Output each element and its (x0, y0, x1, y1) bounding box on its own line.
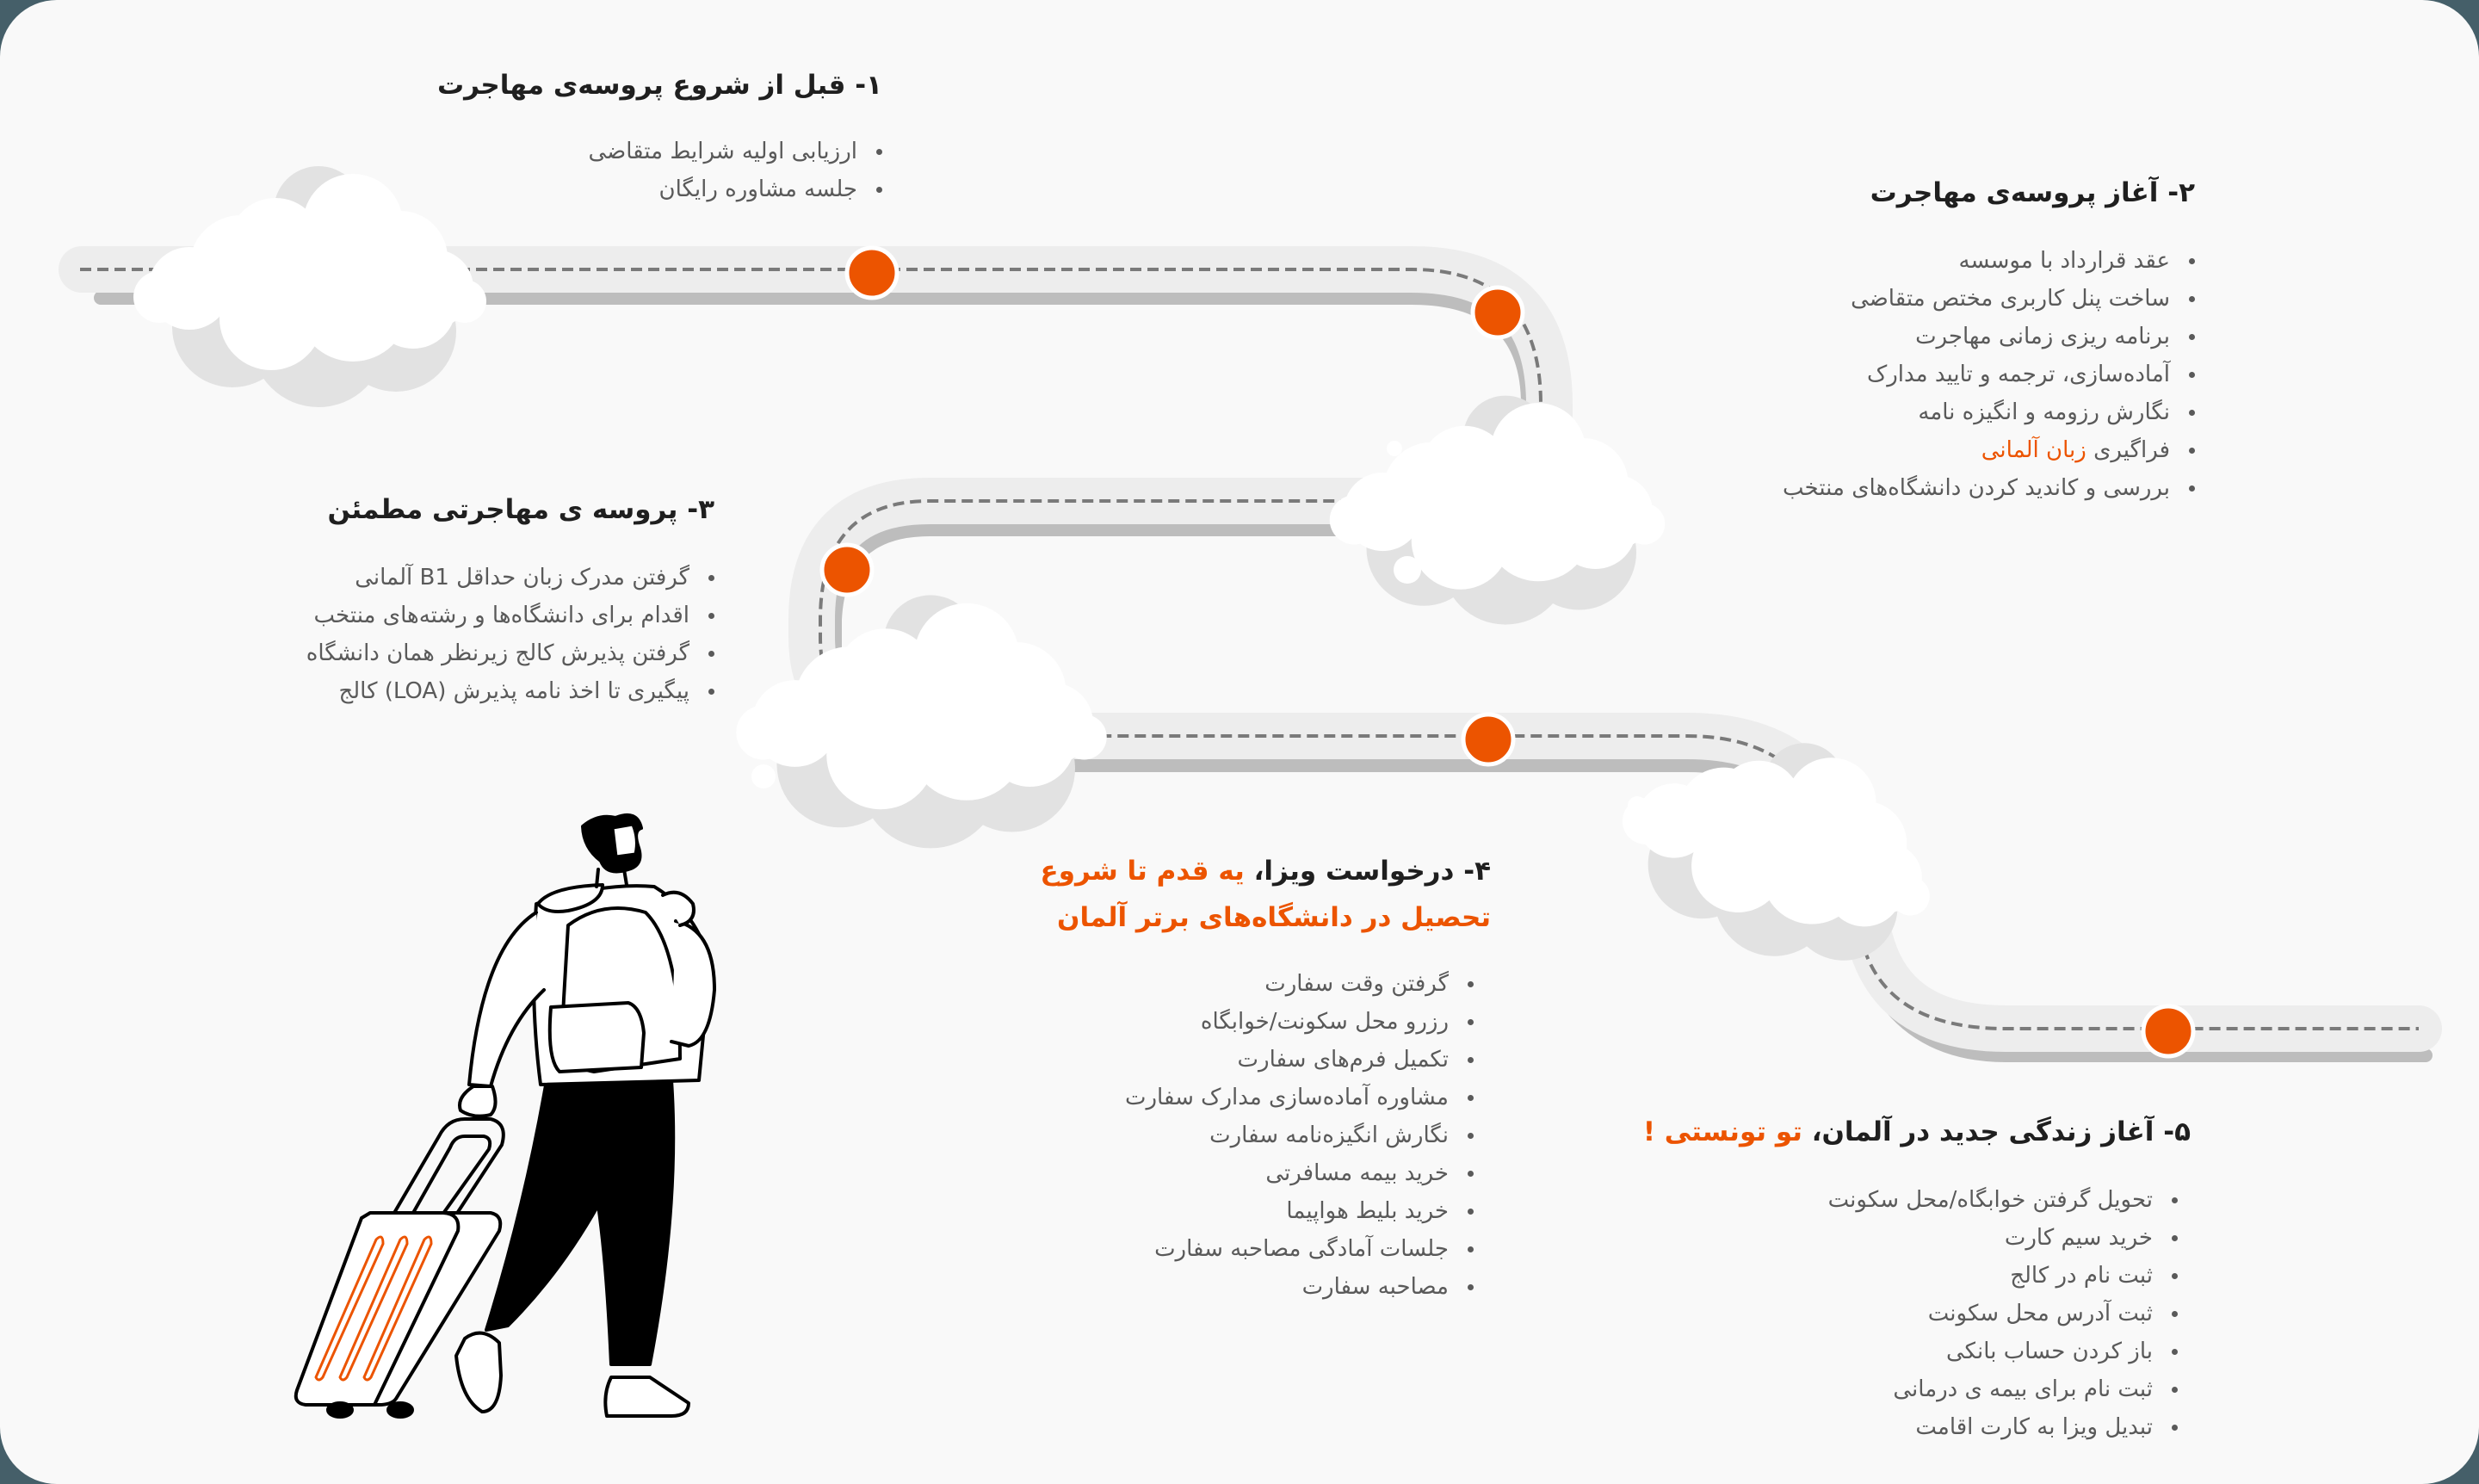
section-3-item: گرفتن پذیرش کالج زیرنظر همان دانشگاه (306, 634, 714, 672)
section-5-title-accent: تو تونستی ! (1642, 1116, 1802, 1147)
traveler-illustration (296, 815, 714, 1417)
section-2 (1783, 170, 2195, 507)
section-4-item: نگارش انگیزه‌نامه سفارت (1041, 1116, 1474, 1154)
section-5-item: خرید سیم کارت (1643, 1219, 2178, 1257)
section-5-title (1643, 1109, 2191, 1155)
section-2-item: نگارش رزومه و انگیزه نامه (1783, 393, 2195, 431)
section-5 (1643, 1109, 2191, 1446)
section-5-item: تبدیل ویزا به کارت اقامت (1643, 1408, 2178, 1446)
section-5-item: ثبت نام برای بیمه ی درمانی (1643, 1370, 2178, 1408)
section-4-item: مصاحبه سفارت (1041, 1268, 1474, 1306)
section-4-title-prefix: ۴- درخواست ویزا، (1253, 856, 1491, 887)
item-accent-text: زبان آلمانی (1981, 437, 2086, 463)
milestone-marker-1 (847, 248, 897, 298)
section-3-item: اقدام برای دانشگاه‌ها و رشته‌های منتخب (306, 597, 714, 634)
section-4-item: گرفتن وقت سفارت (1041, 965, 1474, 1003)
cloud-right-upper (1330, 396, 1666, 625)
section-2-item: آماده‌سازی، ترجمه و تایید مدارک (1783, 356, 2195, 393)
section-2-item: بررسی و کاندید کردن دانشگاه‌های منتخب (1783, 469, 2195, 507)
cloud-top-left (133, 166, 486, 407)
section-2-item: عقد قرارداد با موسسه (1783, 242, 2195, 280)
section-2-item: ساخت پنل کاربری مختص متقاضی (1783, 280, 2195, 318)
section-4-item: خرید بلیط هواپیما (1041, 1192, 1474, 1230)
section-1-title: ۱- قبل از شروع پروسه‌ی مهاجرت (436, 70, 882, 101)
section-4-title-accent-line2: تحصیل در دانشگاه‌های برتر آلمان (1056, 902, 1491, 933)
section-4-item: تکمیل فرم‌های سفارت (1041, 1041, 1474, 1079)
section-3 (306, 486, 714, 710)
section-4-title (1041, 848, 1491, 941)
milestone-marker-2 (1473, 288, 1523, 337)
item-text: فراگیری (2093, 437, 2170, 463)
milestone-marker-3 (822, 545, 872, 595)
section-4-item: جلسات آمادگی مصاحبه سفارت (1041, 1230, 1474, 1268)
section-1-item: ارزیابی اولیه شرایط متقاضی (437, 133, 882, 170)
section-5-item: ثبت نام در کالج (1643, 1257, 2178, 1295)
section-1 (437, 62, 882, 208)
section-4 (1041, 848, 1491, 1306)
section-2-title: ۲- آغاز پروسه‌ی مهاجرت (1870, 177, 2195, 208)
section-1-item: جلسه مشاوره رایگان (437, 170, 882, 208)
section-3-item: گرفتن مدرک زبان حداقل B1 آلمانی (306, 559, 714, 597)
section-5-item: باز کردن حساب بانکی (1643, 1333, 2178, 1370)
section-2-item (1783, 431, 2195, 469)
milestone-marker-4 (1463, 714, 1513, 764)
milestone-marker-5 (2143, 1006, 2193, 1056)
section-5-item: ثبت آدرس محل سکونت (1643, 1295, 2178, 1333)
section-4-item: مشاوره آماده‌سازی مدارک سفارت (1041, 1079, 1474, 1116)
section-3-title: ۳- پروسه ی مهاجرتی مطمئن (327, 494, 714, 525)
section-5-title-prefix: ۵- آغاز زندگی جدید در آلمان، (1811, 1116, 2191, 1147)
section-4-title-accent: یه قدم تا شروع (1040, 856, 1245, 887)
section-4-item: خرید بیمه مسافرتی (1041, 1154, 1474, 1192)
section-5-item: تحویل گرفتن خوابگاه/محل سکونت (1643, 1181, 2178, 1219)
section-4-item: رزرو محل سکونت/خوابگاه (1041, 1003, 1474, 1041)
section-2-item: برنامه ریزی زمانی مهاجرت (1783, 318, 2195, 356)
section-3-item: پیگیری تا اخذ نامه پذیرش (LOA) کالج (306, 672, 714, 710)
